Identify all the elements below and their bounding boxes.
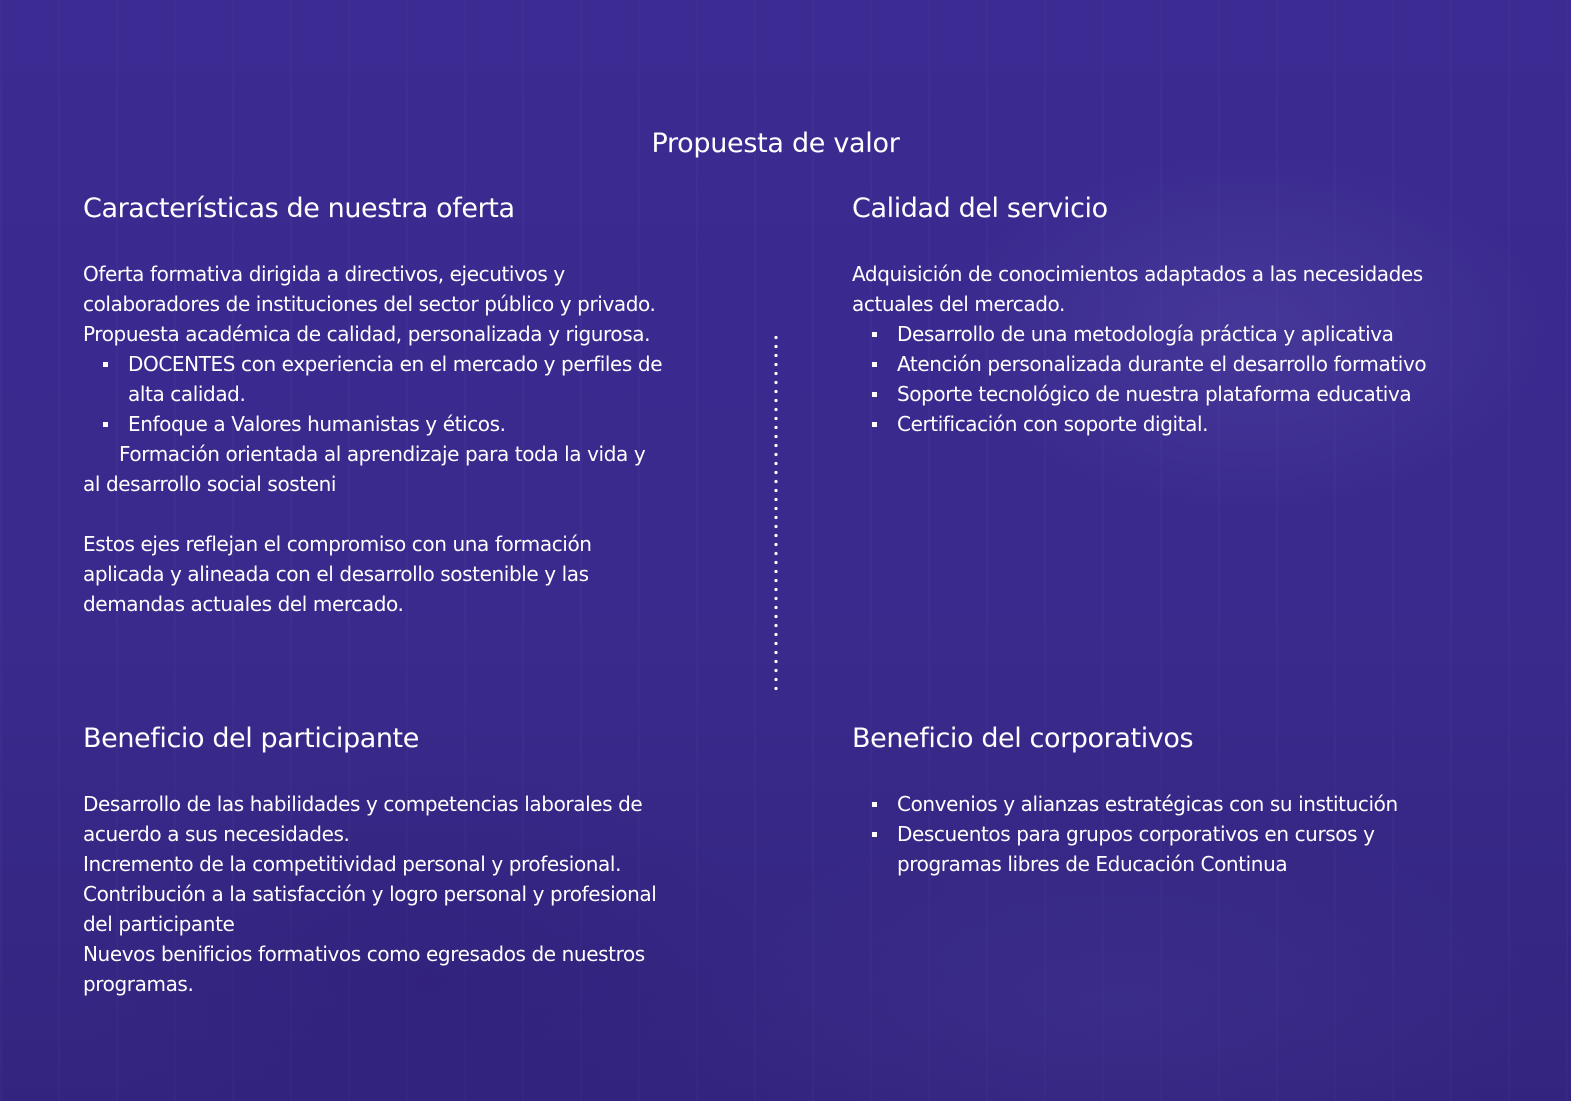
text-line: actuales del mercado. xyxy=(852,292,1065,316)
text-line: Propuesta académica de calidad, personalizada y rigurosa. xyxy=(83,322,651,346)
text-line: Contribución a la satisfacción y logro personal y profesional xyxy=(83,882,657,906)
bullet-item: Atención personalizada durante el desarrollo formativo xyxy=(852,349,1452,379)
bullet-list-caracteristicas xyxy=(83,349,673,439)
text-line: programas. xyxy=(83,972,194,996)
bullet-item: Convenios y alianzas estratégicas con su institución xyxy=(852,789,1452,819)
text-line: del participante xyxy=(83,912,235,936)
bullet-item: Certificación con soporte digital. xyxy=(852,409,1452,439)
section-body-corporativos xyxy=(852,789,1452,879)
text-line: aplicada y alineada con el desarrollo sostenible y las xyxy=(83,562,589,586)
section-title-calidad: Calidad del servicio xyxy=(852,193,1108,224)
text-line: al desarrollo social sosteni xyxy=(83,472,337,496)
text-line: acuerdo a sus necesidades. xyxy=(83,822,350,846)
text-line-indented: Formación orientada al aprendizaje para toda la vida y xyxy=(119,442,646,466)
section-title-caracteristicas: Características de nuestra oferta xyxy=(83,193,515,224)
bullet-list-calidad xyxy=(852,319,1452,439)
text-line: demandas actuales del mercado. xyxy=(83,592,404,616)
section-body-caracteristicas xyxy=(83,259,673,619)
text-line: Incremento de la competitividad personal y profesional. xyxy=(83,852,622,876)
section-body-calidad xyxy=(852,259,1452,439)
section-body-participante xyxy=(83,789,673,999)
text-line: Desarrollo de las habilidades y competencias laborales de xyxy=(83,792,643,816)
paragraph-gap xyxy=(83,499,673,529)
section-participante xyxy=(83,719,673,999)
bullet-list-corporativos xyxy=(852,789,1452,879)
text-line: Oferta formativa dirigida a directivos, ejecutivos y xyxy=(83,262,565,286)
text-line: Adquisición de conocimientos adaptados a las necesidades xyxy=(852,262,1423,286)
bullet-item: Descuentos para grupos corporativos en cursos y programas libres de Educación Continua xyxy=(852,819,1452,879)
section-calidad xyxy=(852,189,1452,439)
bullet-item: DOCENTES con experiencia en el mercado y perfiles de alta calidad. xyxy=(83,349,673,409)
section-title-participante: Beneficio del participante xyxy=(83,723,419,754)
section-title-corporativos: Beneficio del corporativos xyxy=(852,723,1194,754)
text-line: colaboradores de instituciones del sector público y privado. xyxy=(83,292,656,316)
section-caracteristicas xyxy=(83,189,673,619)
text-line: Estos ejes reflejan el compromiso con una formación xyxy=(83,532,592,556)
bullet-item: Enfoque a Valores humanistas y éticos. xyxy=(83,409,673,439)
page-title: Propuesta de valor xyxy=(651,128,900,160)
bullet-item: Desarrollo de una metodología práctica y aplicativa xyxy=(852,319,1452,349)
bullet-item: Soporte tecnológico de nuestra plataforma educativa xyxy=(852,379,1452,409)
section-corporativos xyxy=(852,719,1452,879)
dotted-divider xyxy=(774,333,778,695)
text-line: Nuevos benificios formativos como egresados de nuestros xyxy=(83,942,645,966)
